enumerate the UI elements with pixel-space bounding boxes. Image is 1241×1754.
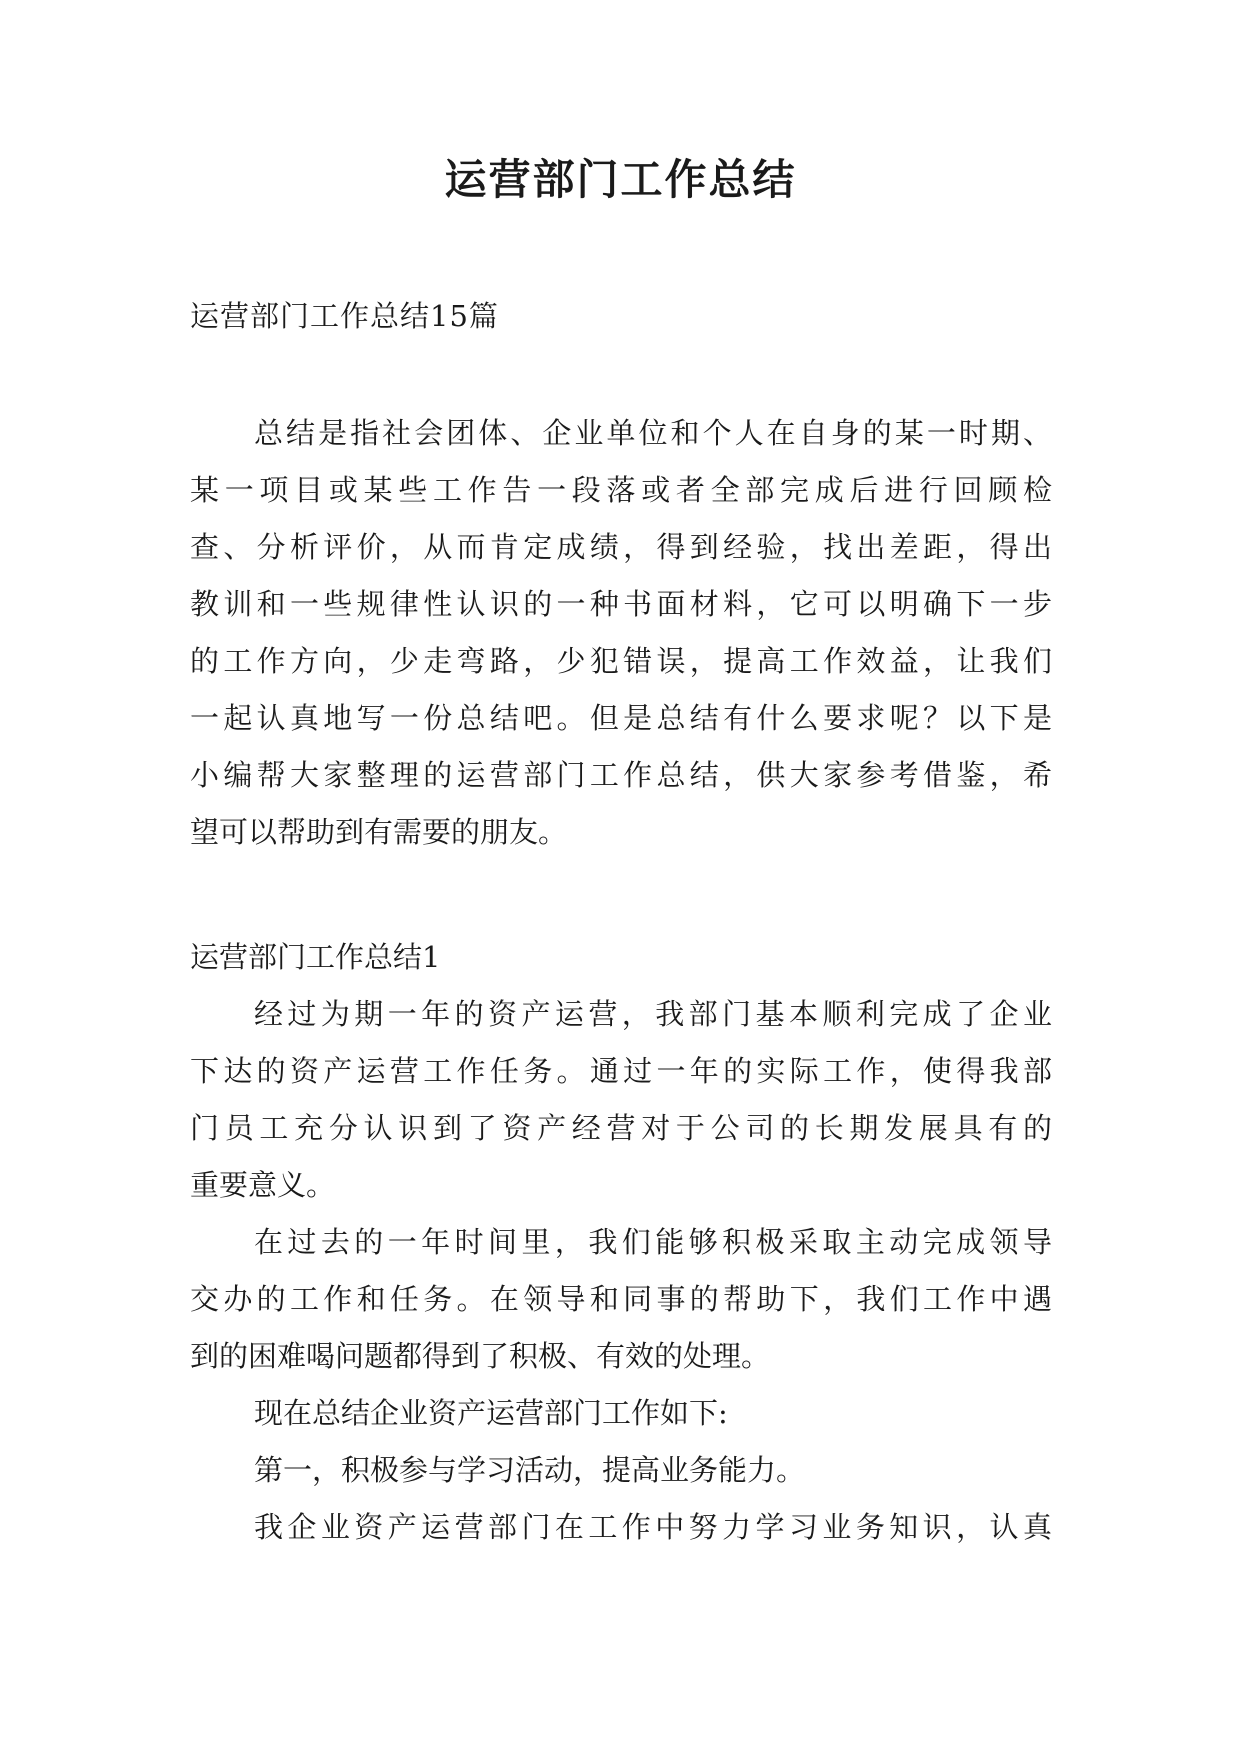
paragraph-line: 现在总结企业资产运营部门工作如下: <box>254 1396 728 1430</box>
intro-line: 总结是指社会团体、企业单位和个人在自身的某一时期、 <box>254 416 1052 450</box>
intro-line: 的工作方向，少走弯路，少犯错误，提高工作效益，让我们 <box>190 644 1052 678</box>
document-subtitle: 运营部门工作总结15篇 <box>190 299 499 333</box>
intro-line: 某一项目或某些工作告一段落或者全部完成后进行回顾检 <box>190 473 1052 507</box>
paragraph-line: 重要意义。 <box>190 1168 336 1202</box>
intro-line: 一起认真地写一份总结吧。但是总结有什么要求呢？以下是 <box>190 701 1052 735</box>
paragraph-line: 到的困难喝问题都得到了积极、有效的处理。 <box>190 1339 771 1373</box>
intro-line: 查、分析评价，从而肯定成绩，得到经验，找出差距，得出 <box>190 530 1052 564</box>
intro-paragraph <box>190 405 1052 861</box>
paragraph-line: 交办的工作和任务。在领导和同事的帮助下，我们工作中遇 <box>190 1282 1052 1316</box>
paragraph-line: 我企业资产运营部门在工作中努力学习业务知识，认真 <box>254 1510 1052 1544</box>
intro-line: 望可以帮助到有需要的朋友。 <box>190 815 568 849</box>
paragraph-line: 在过去的一年时间里，我们能够积极采取主动完成领导 <box>254 1225 1052 1259</box>
section-heading: 运营部门工作总结1 <box>190 940 441 974</box>
paragraph-line: 下达的资产运营工作任务。通过一年的实际工作，使得我部 <box>190 1054 1052 1088</box>
paragraph-line: 经过为期一年的资产运营，我部门基本顺利完成了企业 <box>254 997 1052 1031</box>
section-body <box>190 986 1052 1556</box>
paragraph-line: 第一，积极参与学习活动，提高业务能力。 <box>254 1453 806 1487</box>
intro-line: 教训和一些规律性认识的一种书面材料，它可以明确下一步 <box>190 587 1052 621</box>
paragraph-line: 门员工充分认识到了资产经营对于公司的长期发展具有的 <box>190 1111 1052 1145</box>
intro-line: 小编帮大家整理的运营部门工作总结，供大家参考借鉴，希 <box>190 758 1052 792</box>
document-title: 运营部门工作总结 <box>444 155 797 204</box>
